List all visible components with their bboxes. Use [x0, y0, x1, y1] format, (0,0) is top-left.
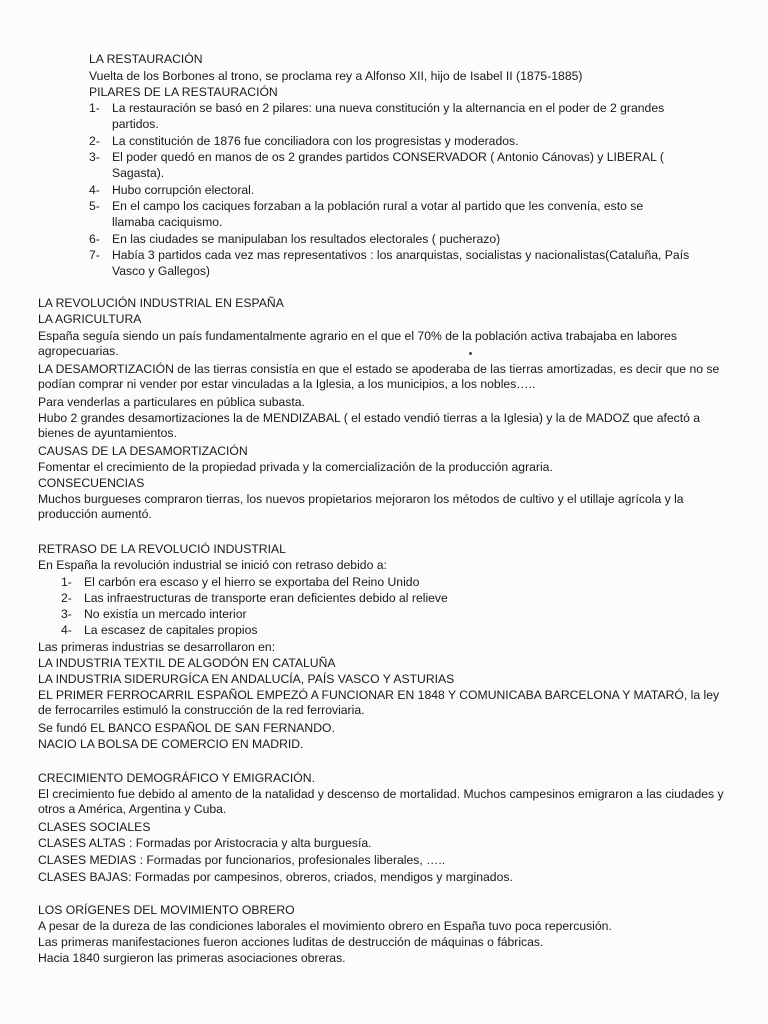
retraso-item-2 — [61, 591, 701, 607]
item-text: Las infraestructuras de transporte eran deficientes debido al relieve — [84, 591, 448, 605]
item-text: En el campo los caciques forzaban a la población rural a votar al partido que les convenía, esto se llamaba caciquismo. — [112, 199, 644, 229]
ferrocarril-text: EL PRIMER FERROCARRIL ESPAÑOL EMPEZÓ A FUNCIONAR EN 1848 Y COMUNICABA BARCELONA Y MATARÓ, la ley de ferrocarriles estimuló la construcción de la red ferroviaria. — [38, 688, 720, 717]
item-text: La escasez de capitales propios — [84, 623, 258, 637]
retraso-intro: En España la revolución industrial se inició con retraso debido a: — [38, 558, 387, 572]
industria-siderurgica: LA INDUSTRIA SIDERURGÍCA EN ANDALUCÍA, PAÍS VASCO Y ASTURIAS — [38, 672, 455, 686]
item-text: La restauración se basó en 2 pilares: una nueva constitución y la alternancia en el poder de 2 grandes partidos. — [112, 101, 665, 131]
pilar-item-3 — [89, 150, 714, 183]
item-text: Había 3 partidos cada vez mas representativos : los anarquistas, socialistas y nacionalistas(Cataluña, País Vasco y Gallegos) — [112, 248, 690, 278]
retraso-item-4 — [61, 623, 701, 639]
item-number: 5- — [89, 199, 100, 213]
speck-mark — [469, 352, 472, 355]
item-number: 7- — [89, 248, 100, 262]
item-number: 4- — [89, 183, 100, 197]
clases-medias: CLASES MEDIAS : Formadas por funcionarios, profesionales liberales, ….. — [38, 853, 446, 867]
section-title-revolucion: LA REVOLUCIÓN INDUSTRIAL EN ESPAÑA — [38, 296, 284, 310]
clases-title: CLASES SOCIALES — [38, 820, 151, 834]
item-number: 1- — [89, 101, 100, 115]
demografia-text: El crecimiento fue debido al amento de la natalidad y descenso de mortalidad. Muchos campesinos emigraron a las ciudades y otros a América, Argentina y Cuba. — [38, 787, 724, 816]
banco-text: Se fundó EL BANCO ESPAÑOL DE SAN FERNANDO. — [38, 721, 335, 735]
item-text: En las ciudades se manipulaban los resultados electorales ( pucherazo) — [112, 232, 501, 246]
retraso-item-1 — [61, 575, 701, 591]
item-text: El carbón era escaso y el hierro se exportaba del Reino Unido — [84, 575, 420, 589]
section-title-restauracion: LA RESTAURACIÓN — [89, 52, 203, 66]
obrero-line-2: Las primeras manifestaciones fueron acciones luditas de destrucción de máquinas o fábricas. — [38, 935, 544, 949]
section-title-obrero: LOS ORÍGENES DEL MOVIMIENTO OBRERO — [38, 903, 295, 917]
pilar-item-7 — [89, 248, 714, 281]
consecuencias-text: Muchos burgueses compraron tierras, los nuevos propietarios mejoraron los métodos de cultivo y el utillaje agrícola y la producción aumentó. — [38, 492, 684, 521]
primeras-industrias: Las primeras industrias se desarrollaron en: — [38, 640, 276, 654]
item-number: 2- — [89, 134, 100, 148]
obrero-line-3: Hacia 1840 surgieron las primeras asociaciones obreras. — [38, 951, 346, 965]
item-text: No existía un mercado interior — [84, 607, 247, 621]
item-number: 3- — [89, 150, 100, 164]
consecuencias-title: CONSECUENCIAS — [38, 476, 145, 490]
item-number: 3- — [61, 607, 72, 621]
bolsa-text: NACIO LA BOLSA DE COMERCIO EN MADRID. — [38, 737, 304, 751]
clases-bajas: CLASES BAJAS: Formadas por campesinos, obreros, criados, mendigos y marginados. — [38, 870, 513, 884]
section-title-demografia: CRECIMIENTO DEMOGRÁFICO Y EMIGRACIÓN. — [38, 771, 315, 785]
item-text: El poder quedó en manos de os 2 grandes partidos CONSERVADOR ( Antonio Cánovas) y LIBERAL ( Sagasta). — [112, 150, 664, 180]
industria-textil: LA INDUSTRIA TEXTIL DE ALGODÓN EN CATALUÑA — [38, 656, 336, 670]
pilar-item-2 — [89, 134, 714, 150]
clases-altas: CLASES ALTAS : Formadas por Aristocracia y alta burguesía. — [38, 836, 372, 850]
obrero-line-1: A pesar de la dureza de las condiciones laborales el movimiento obrero en España tuvo poca repercusión. — [38, 919, 612, 933]
subasta-text: Para venderlas a particulares en pública subasta. — [38, 395, 305, 409]
pilar-item-5 — [89, 199, 714, 232]
retraso-item-3 — [61, 607, 701, 623]
item-text: Hubo corrupción electoral. — [112, 183, 255, 197]
item-number: 1- — [61, 575, 72, 589]
agricultura-text: España seguía siendo un país fundamentalmente agrario en el que el 70% de la población activa trabajaba en labores agropecuarias. — [38, 329, 677, 358]
desamortizacion-text: LA DESAMORTIZACIÓN de las tierras consistía en que el estado se apoderaba de las tierras amortizadas, es decir que no se podían comprar ni vender por estar vinculadas a la Iglesia, a los municipios, a los nobles….. — [38, 362, 720, 391]
desamortizaciones-text: Hubo 2 grandes desamortizaciones la de MENDIZABAL ( el estado vendió tierras a la Iglesia) y la de MADOZ que afectó a bienes de ayuntamientos. — [38, 411, 701, 440]
agricultura-title: LA AGRICULTURA — [38, 312, 142, 326]
pilar-item-1 — [89, 101, 714, 134]
section-title-retraso: RETRASO DE LA REVOLUCIÓ INDUSTRIAL — [38, 542, 286, 556]
pilares-title: PILARES DE LA RESTAURACIÓN — [89, 85, 278, 99]
pilar-item-6 — [89, 232, 714, 248]
restauracion-intro: Vuelta de los Borbones al trono, se proclama rey a Alfonso XII, hijo de Isabel II (1875-1885) — [89, 69, 583, 83]
item-number: 4- — [61, 623, 72, 637]
item-number: 6- — [89, 232, 100, 246]
item-number: 2- — [61, 591, 72, 605]
causas-text: Fomentar el crecimiento de la propiedad privada y la comercialización de la producción agraria. — [38, 460, 553, 474]
pilar-item-4 — [89, 183, 714, 199]
item-text: La constitución de 1876 fue conciliadora con los progresistas y moderados. — [112, 134, 519, 148]
causas-title: CAUSAS DE LA DESAMORTIZACIÓN — [38, 444, 248, 458]
